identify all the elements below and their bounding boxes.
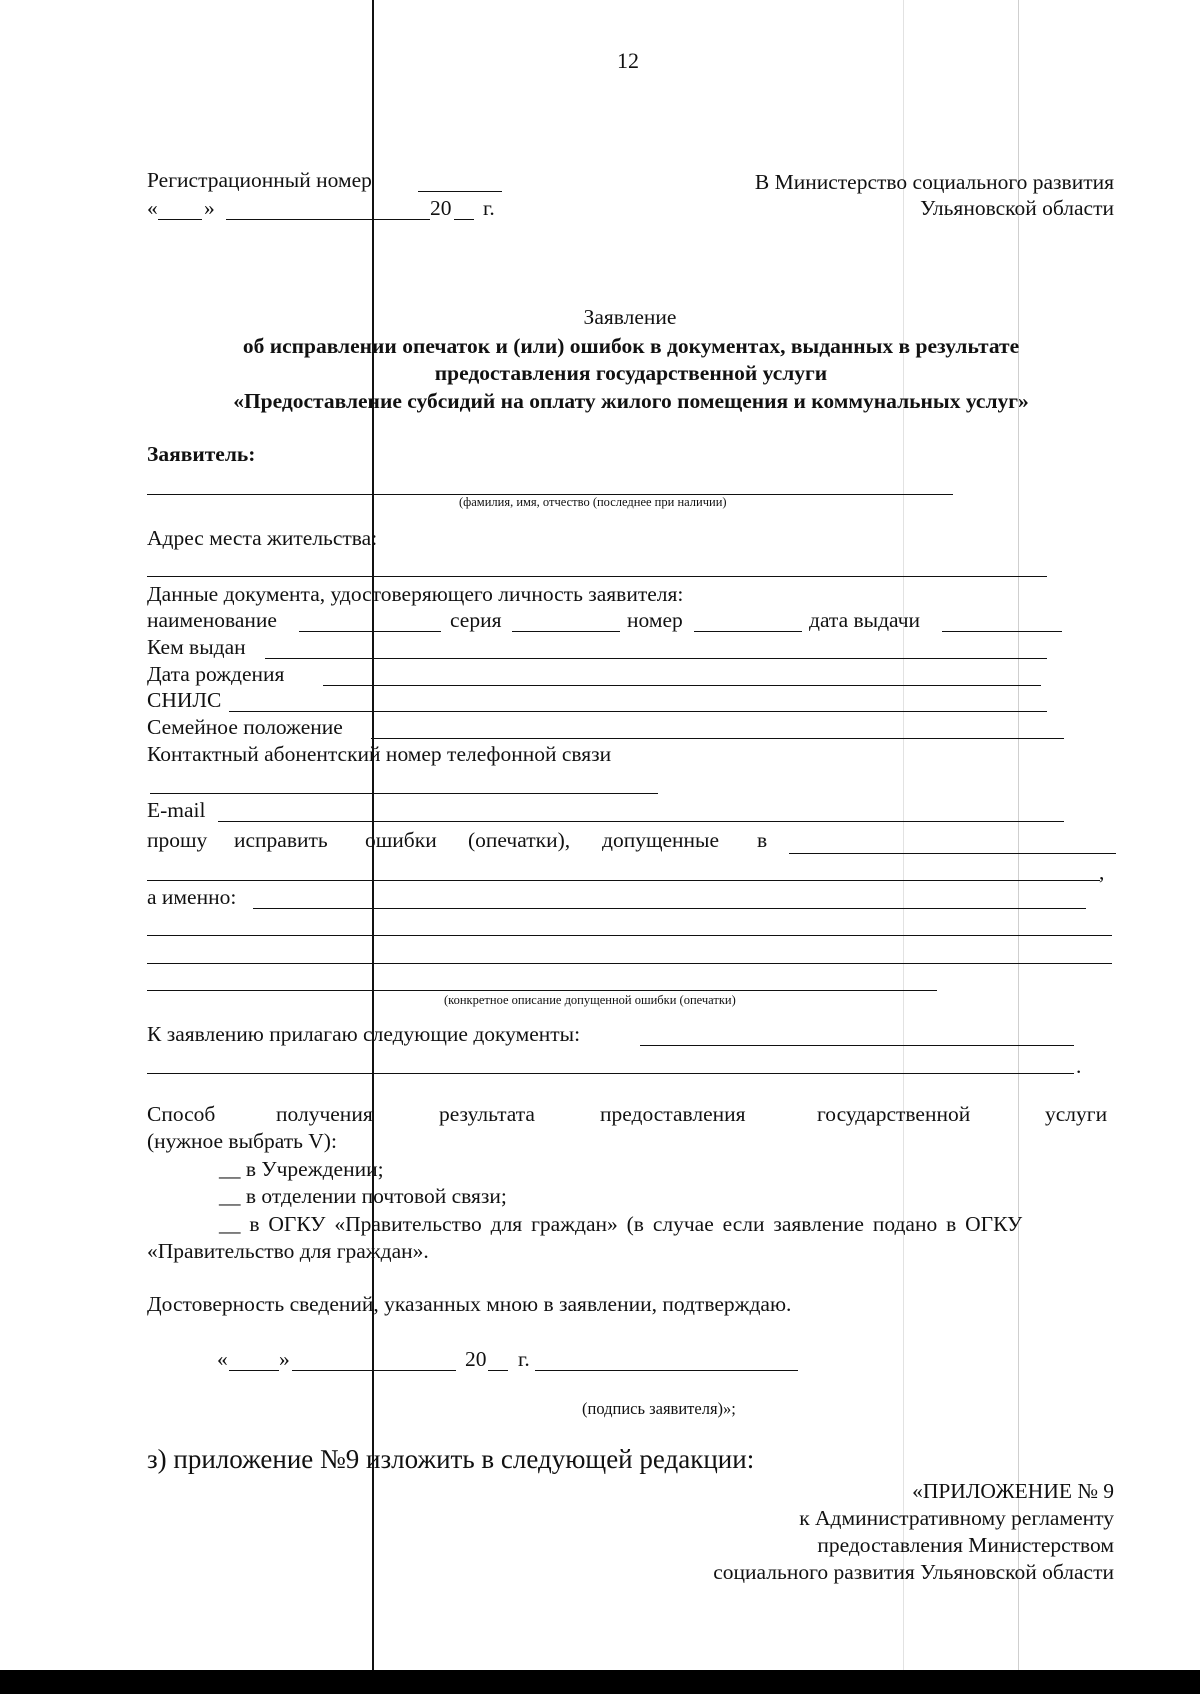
attachments-line-1 [640, 1045, 1074, 1046]
phone-label: Контактный абонентский номер телефонной связи [147, 742, 612, 766]
method-option-ogku: __ в ОГКУ «Правительство для граждан» (в случае если заявление подано в ОГКУ [219, 1212, 1023, 1236]
method-word-2: получения [276, 1102, 373, 1126]
appendix-line-2: к Административному регламенту [799, 1506, 1114, 1530]
method-line-2: (нужное выбрать V): [147, 1129, 337, 1153]
snils-line [229, 711, 1047, 712]
confirm-open-quote: « [217, 1347, 228, 1371]
addressee-line-2: Ульяновской области [920, 196, 1114, 220]
request-line-1 [789, 853, 1116, 854]
method-word-1: Способ [147, 1102, 216, 1126]
reg-date-close-quote: » [204, 196, 215, 220]
request-comma: , [1099, 860, 1105, 884]
method-option-post: __ в отделении почтовой связи; [219, 1184, 507, 1208]
scan-faint-line [903, 0, 904, 1670]
method-option-ogku-cont: «Правительство для граждан». [147, 1239, 429, 1263]
phone-line [150, 793, 658, 794]
doc-number-line [694, 631, 802, 632]
doc-issue-date-label: дата выдачи [809, 608, 921, 632]
snils-label: СНИЛС [147, 688, 222, 712]
family-status-label: Семейное положение [147, 715, 343, 739]
attachments-period: . [1076, 1054, 1082, 1078]
confirm-year-line [488, 1370, 508, 1371]
confirm-year: 20 [465, 1347, 487, 1371]
page-number: 12 [617, 48, 639, 73]
id-doc-label: Данные документа, удостоверяющего личность заявителя: [147, 582, 684, 606]
confirm-month-line [292, 1370, 456, 1371]
appendix-line-1: «ПРИЛОЖЕНИЕ № 9 [912, 1479, 1114, 1503]
namely-line-2 [147, 935, 1112, 936]
error-hint: (конкретное описание допущенной ошибки (опечатки) [444, 993, 736, 1007]
email-line [218, 821, 1064, 822]
appendix-line-4: социального развития Ульяновской области [713, 1560, 1114, 1584]
attachments-line-2 [147, 1073, 1074, 1074]
title-line-1: Заявление [583, 305, 677, 329]
reg-day-line [158, 219, 202, 220]
amendment-text: з) приложение №9 изложить в следующей редакции: [147, 1444, 755, 1474]
namely-label: а именно: [147, 885, 237, 909]
method-word-3: результата [439, 1102, 535, 1126]
method-word-5: государственной [817, 1102, 971, 1126]
scan-faint-line [1018, 0, 1019, 1670]
addressee-line-1: В Министерство социального развития [754, 170, 1114, 194]
doc-series-label: серия [450, 608, 502, 632]
confirm-close-quote: » [279, 1347, 290, 1371]
signature-line [535, 1370, 798, 1371]
address-label: Адрес места жительства: [147, 526, 378, 550]
signature-hint: (подпись заявителя)»; [582, 1399, 736, 1418]
doc-name-line [299, 631, 441, 632]
doc-series-line [512, 631, 620, 632]
birth-date-line [323, 685, 1041, 686]
request-word-4: (опечатки), [468, 828, 571, 852]
method-word-4: предоставления [600, 1102, 746, 1126]
applicant-label: Заявитель: [147, 442, 256, 466]
family-status-line [371, 738, 1064, 739]
reg-month-line [226, 219, 430, 220]
request-word-1: прошу [147, 828, 208, 852]
method-word-6: услуги [1045, 1102, 1108, 1126]
namely-line-4 [147, 990, 937, 991]
namely-line-3 [147, 963, 1112, 964]
issued-by-label: Кем выдан [147, 635, 246, 659]
attachments-label: К заявлению прилагаю следующие документы: [147, 1022, 581, 1046]
reg-date-year: 20 [430, 196, 452, 220]
address-line [147, 576, 1047, 577]
reg-number-line [418, 191, 502, 192]
issued-by-line [265, 658, 1047, 659]
reg-year-line [454, 219, 474, 220]
email-label: E-mail [147, 798, 206, 822]
request-word-6: в [757, 828, 768, 852]
title-line-4: «Предоставление субсидий на оплату жилого помещения и коммунальных услуг» [233, 389, 1029, 413]
title-line-2: об исправлении опечаток и (или) ошибок в документах, выданных в результате [242, 334, 1020, 358]
title-line-3: предоставления государственной услуги [434, 361, 828, 385]
applicant-fio-hint: (фамилия, имя, отчество (последнее при наличии) [459, 495, 727, 509]
doc-name-label: наименование [147, 608, 277, 632]
birth-date-label: Дата рождения [147, 662, 285, 686]
appendix-line-3: предоставления Министерством [817, 1533, 1114, 1557]
method-option-institution: __ в Учреждении; [219, 1157, 384, 1181]
reg-date-year-suffix: г. [483, 196, 495, 220]
confirm-year-suffix: г. [518, 1347, 530, 1371]
request-word-2: исправить [234, 828, 328, 852]
request-word-3: ошибки [365, 828, 437, 852]
scan-bottom-border [0, 1670, 1200, 1694]
namely-line-1 [253, 908, 1086, 909]
confirm-day-line [229, 1370, 279, 1371]
doc-issue-date-line [942, 631, 1062, 632]
confirm-text: Достоверность сведений, указанных мною в заявлении, подтверждаю. [147, 1292, 792, 1316]
doc-number-label: номер [627, 608, 683, 632]
request-word-5: допущенные [602, 828, 720, 852]
reg-date-open-quote: « [147, 196, 158, 220]
reg-number-label: Регистрационный номер [147, 168, 372, 192]
request-line-2 [147, 880, 1100, 881]
